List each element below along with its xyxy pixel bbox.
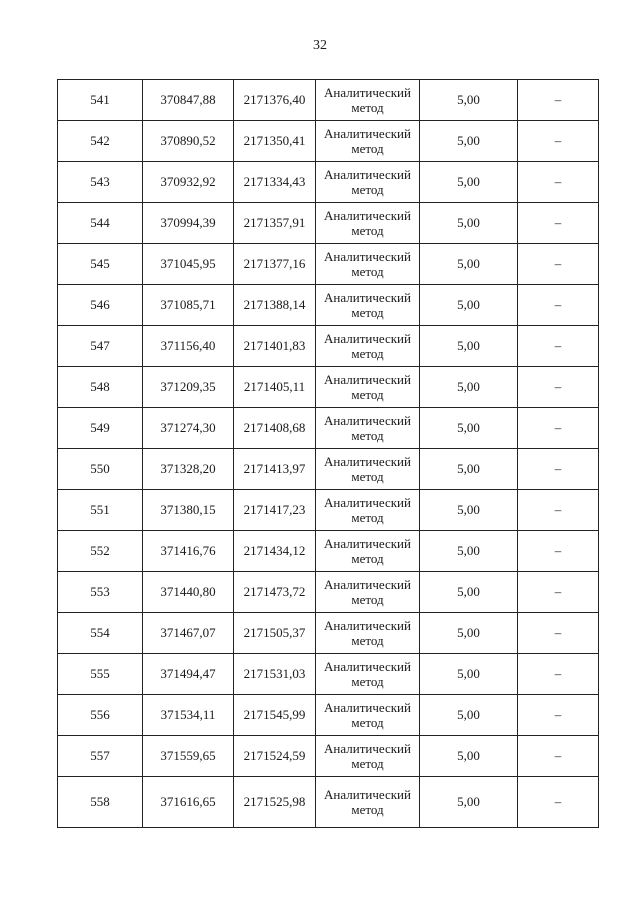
method-line-2: метод — [351, 802, 384, 817]
table-row — [58, 572, 599, 613]
point-number-cell: 544 — [58, 203, 143, 244]
accuracy-cell: 5,00 — [420, 162, 518, 203]
table-row — [58, 162, 599, 203]
note-cell: – — [518, 572, 599, 613]
x-coordinate-cell: 371328,20 — [143, 449, 234, 490]
method-line-1: Аналитический — [324, 741, 411, 756]
point-number-cell: 553 — [58, 572, 143, 613]
point-number-cell: 548 — [58, 367, 143, 408]
point-number-cell: 552 — [58, 531, 143, 572]
y-coordinate-cell: 2171434,12 — [234, 531, 316, 572]
table-row — [58, 367, 599, 408]
y-coordinate-cell: 2171531,03 — [234, 654, 316, 695]
note-cell: – — [518, 777, 599, 828]
accuracy-cell: 5,00 — [420, 572, 518, 613]
accuracy-cell: 5,00 — [420, 408, 518, 449]
table-row — [58, 203, 599, 244]
method-line-2: метод — [351, 264, 384, 279]
table-body — [58, 80, 599, 828]
note-cell: – — [518, 326, 599, 367]
table-row — [58, 736, 599, 777]
y-coordinate-cell: 2171376,40 — [234, 80, 316, 121]
x-coordinate-cell: 371559,65 — [143, 736, 234, 777]
point-number-cell: 543 — [58, 162, 143, 203]
accuracy-cell: 5,00 — [420, 203, 518, 244]
point-number-cell: 557 — [58, 736, 143, 777]
accuracy-cell: 5,00 — [420, 654, 518, 695]
point-number-cell: 541 — [58, 80, 143, 121]
y-coordinate-cell: 2171413,97 — [234, 449, 316, 490]
table-row — [58, 244, 599, 285]
method-line-2: метод — [351, 510, 384, 525]
table-row — [58, 531, 599, 572]
method-line-2: метод — [351, 592, 384, 607]
accuracy-cell: 5,00 — [420, 531, 518, 572]
method-line-1: Аналитический — [324, 577, 411, 592]
x-coordinate-cell: 371616,65 — [143, 777, 234, 828]
note-cell: – — [518, 121, 599, 162]
method-line-1: Аналитический — [324, 372, 411, 387]
note-cell: – — [518, 408, 599, 449]
method-line-1: Аналитический — [324, 495, 411, 510]
method-line-1: Аналитический — [324, 659, 411, 674]
method-line-2: метод — [351, 674, 384, 689]
accuracy-cell: 5,00 — [420, 613, 518, 654]
method-line-1: Аналитический — [324, 413, 411, 428]
y-coordinate-cell: 2171473,72 — [234, 572, 316, 613]
method-line-1: Аналитический — [324, 290, 411, 305]
accuracy-cell: 5,00 — [420, 244, 518, 285]
table-row — [58, 326, 599, 367]
table-row — [58, 408, 599, 449]
accuracy-cell: 5,00 — [420, 285, 518, 326]
table-row — [58, 654, 599, 695]
note-cell: – — [518, 531, 599, 572]
method-cell — [316, 777, 420, 828]
coordinates-table — [57, 79, 599, 828]
method-cell — [316, 654, 420, 695]
point-number-cell: 558 — [58, 777, 143, 828]
method-line-1: Аналитический — [324, 208, 411, 223]
table-row — [58, 613, 599, 654]
method-line-2: метод — [351, 756, 384, 771]
point-number-cell: 545 — [58, 244, 143, 285]
y-coordinate-cell: 2171377,16 — [234, 244, 316, 285]
note-cell: – — [518, 695, 599, 736]
y-coordinate-cell: 2171408,68 — [234, 408, 316, 449]
y-coordinate-cell: 2171524,59 — [234, 736, 316, 777]
method-line-2: метод — [351, 633, 384, 648]
y-coordinate-cell: 2171357,91 — [234, 203, 316, 244]
y-coordinate-cell: 2171401,83 — [234, 326, 316, 367]
method-line-1: Аналитический — [324, 331, 411, 346]
accuracy-cell: 5,00 — [420, 80, 518, 121]
method-line-2: метод — [351, 387, 384, 402]
method-line-2: метод — [351, 715, 384, 730]
method-cell — [316, 531, 420, 572]
accuracy-cell: 5,00 — [420, 326, 518, 367]
x-coordinate-cell: 371209,35 — [143, 367, 234, 408]
method-line-1: Аналитический — [324, 618, 411, 633]
method-cell — [316, 613, 420, 654]
y-coordinate-cell: 2171545,99 — [234, 695, 316, 736]
method-line-2: метод — [351, 100, 384, 115]
point-number-cell: 556 — [58, 695, 143, 736]
method-cell — [316, 244, 420, 285]
x-coordinate-cell: 371440,80 — [143, 572, 234, 613]
table-row — [58, 695, 599, 736]
method-cell — [316, 408, 420, 449]
y-coordinate-cell: 2171334,43 — [234, 162, 316, 203]
method-line-1: Аналитический — [324, 700, 411, 715]
x-coordinate-cell: 371045,95 — [143, 244, 234, 285]
note-cell: – — [518, 162, 599, 203]
point-number-cell: 550 — [58, 449, 143, 490]
point-number-cell: 546 — [58, 285, 143, 326]
accuracy-cell: 5,00 — [420, 695, 518, 736]
method-line-1: Аналитический — [324, 536, 411, 551]
method-line-1: Аналитический — [324, 126, 411, 141]
method-line-1: Аналитический — [324, 249, 411, 264]
method-line-1: Аналитический — [324, 787, 411, 802]
point-number-cell: 555 — [58, 654, 143, 695]
note-cell: – — [518, 736, 599, 777]
method-line-1: Аналитический — [324, 454, 411, 469]
y-coordinate-cell: 2171525,98 — [234, 777, 316, 828]
note-cell: – — [518, 613, 599, 654]
method-cell — [316, 572, 420, 613]
x-coordinate-cell: 371494,47 — [143, 654, 234, 695]
note-cell: – — [518, 203, 599, 244]
method-line-2: метод — [351, 182, 384, 197]
y-coordinate-cell: 2171388,14 — [234, 285, 316, 326]
table-row — [58, 80, 599, 121]
x-coordinate-cell: 371534,11 — [143, 695, 234, 736]
point-number-cell: 547 — [58, 326, 143, 367]
accuracy-cell: 5,00 — [420, 736, 518, 777]
method-line-2: метод — [351, 223, 384, 238]
table-row — [58, 121, 599, 162]
accuracy-cell: 5,00 — [420, 367, 518, 408]
x-coordinate-cell: 371380,15 — [143, 490, 234, 531]
accuracy-cell: 5,00 — [420, 449, 518, 490]
x-coordinate-cell: 371416,76 — [143, 531, 234, 572]
method-cell — [316, 490, 420, 531]
table-row — [58, 285, 599, 326]
method-cell — [316, 121, 420, 162]
x-coordinate-cell: 370932,92 — [143, 162, 234, 203]
accuracy-cell: 5,00 — [420, 777, 518, 828]
point-number-cell: 554 — [58, 613, 143, 654]
method-cell — [316, 80, 420, 121]
method-line-2: метод — [351, 346, 384, 361]
x-coordinate-cell: 371467,07 — [143, 613, 234, 654]
x-coordinate-cell: 370847,88 — [143, 80, 234, 121]
method-line-1: Аналитический — [324, 167, 411, 182]
accuracy-cell: 5,00 — [420, 121, 518, 162]
x-coordinate-cell: 371085,71 — [143, 285, 234, 326]
table-row — [58, 449, 599, 490]
x-coordinate-cell: 370994,39 — [143, 203, 234, 244]
x-coordinate-cell: 371156,40 — [143, 326, 234, 367]
method-cell — [316, 367, 420, 408]
y-coordinate-cell: 2171505,37 — [234, 613, 316, 654]
note-cell: – — [518, 80, 599, 121]
note-cell: – — [518, 490, 599, 531]
method-cell — [316, 162, 420, 203]
y-coordinate-cell: 2171350,41 — [234, 121, 316, 162]
point-number-cell: 549 — [58, 408, 143, 449]
method-cell — [316, 203, 420, 244]
method-cell — [316, 326, 420, 367]
method-line-2: метод — [351, 469, 384, 484]
x-coordinate-cell: 371274,30 — [143, 408, 234, 449]
note-cell: – — [518, 367, 599, 408]
table-row — [58, 490, 599, 531]
table-row — [58, 777, 599, 828]
method-line-2: метод — [351, 141, 384, 156]
note-cell: – — [518, 244, 599, 285]
y-coordinate-cell: 2171405,11 — [234, 367, 316, 408]
method-cell — [316, 695, 420, 736]
point-number-cell: 551 — [58, 490, 143, 531]
method-line-2: метод — [351, 551, 384, 566]
note-cell: – — [518, 449, 599, 490]
method-line-2: метод — [351, 305, 384, 320]
page-number: 32 — [313, 38, 327, 53]
point-number-cell: 542 — [58, 121, 143, 162]
method-cell — [316, 285, 420, 326]
accuracy-cell: 5,00 — [420, 490, 518, 531]
y-coordinate-cell: 2171417,23 — [234, 490, 316, 531]
note-cell: – — [518, 654, 599, 695]
note-cell: – — [518, 285, 599, 326]
method-line-1: Аналитический — [324, 85, 411, 100]
method-line-2: метод — [351, 428, 384, 443]
x-coordinate-cell: 370890,52 — [143, 121, 234, 162]
method-cell — [316, 736, 420, 777]
method-cell — [316, 449, 420, 490]
